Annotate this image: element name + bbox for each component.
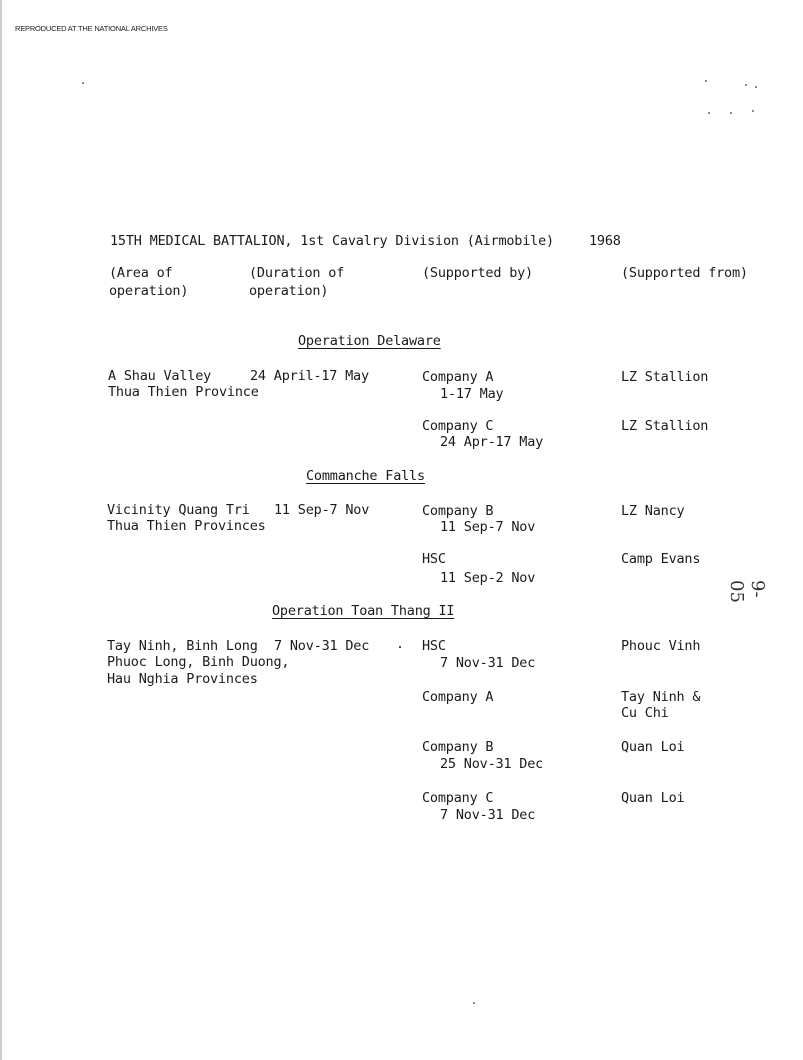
unit-name: Company C	[422, 418, 494, 434]
scan-speck	[705, 80, 707, 82]
scan-speck	[752, 110, 754, 112]
archive-stamp: REPRODUCED AT THE NATIONAL ARCHIVES	[15, 24, 168, 33]
operation-heading: Operation Delaware	[298, 333, 441, 349]
area-line: A Shau Valley	[108, 368, 212, 384]
header-area-line2: operation)	[109, 283, 189, 299]
supported-from-location: Quan Loi	[621, 790, 685, 806]
area-line: Hau Nghia Provinces	[107, 671, 258, 687]
unit-name: Company A	[422, 369, 494, 385]
operation-heading: Commanche Falls	[306, 468, 425, 484]
scan-speck	[730, 112, 732, 114]
header-supported-from: (Supported from)	[621, 265, 748, 281]
unit-dates: 24 Apr-17 May	[440, 434, 544, 450]
supported-from-location: Tay Ninh &	[621, 689, 701, 705]
document-year: 1968	[589, 233, 621, 249]
scan-speck	[82, 82, 84, 84]
supported-from-location: LZ Stallion	[621, 418, 709, 434]
unit-name: Company A	[422, 689, 494, 705]
header-duration-line2: operation)	[249, 283, 329, 299]
unit-dates: 11 Sep-7 Nov	[440, 519, 536, 535]
unit-dates: 7 Nov-31 Dec	[440, 655, 536, 671]
operation-duration: 24 April-17 May	[250, 368, 369, 384]
unit-dates: 1-17 May	[440, 386, 504, 402]
scan-speck	[755, 86, 757, 88]
supported-from-location: LZ Nancy	[621, 503, 685, 519]
header-area-line1: (Area of	[109, 265, 173, 281]
area-line: Thua Thien Provinces	[107, 518, 266, 534]
unit-name: HSC	[422, 551, 446, 567]
scan-speck	[473, 1002, 475, 1004]
handwritten-margin-note: 9-05	[726, 580, 768, 603]
operation-duration: 7 Nov-31 Dec	[274, 638, 370, 654]
scan-edge	[0, 0, 2, 1060]
scan-speck	[399, 646, 401, 648]
unit-dates: 25 Nov-31 Dec	[440, 756, 544, 772]
area-line: Phuoc Long, Binh Duong,	[107, 654, 290, 670]
operation-heading: Operation Toan Thang II	[272, 603, 455, 619]
supported-from-location: LZ Stallion	[621, 369, 709, 385]
area-line: Vicinity Quang Tri	[107, 502, 250, 518]
supported-from-location: Cu Chi	[621, 705, 669, 721]
unit-dates: 7 Nov-31 Dec	[440, 807, 536, 823]
unit-dates: 11 Sep-2 Nov	[440, 570, 536, 586]
supported-from-location: Phouc Vinh	[621, 638, 701, 654]
scan-speck	[708, 112, 710, 114]
operation-duration: 11 Sep-7 Nov	[274, 502, 370, 518]
unit-name: HSC	[422, 638, 446, 654]
unit-name: Company C	[422, 790, 494, 806]
header-duration-line1: (Duration of	[249, 265, 345, 281]
unit-name: Company B	[422, 739, 494, 755]
unit-name: Company B	[422, 503, 494, 519]
scan-speck	[745, 84, 747, 86]
supported-from-location: Camp Evans	[621, 551, 701, 567]
area-line: Tay Ninh, Binh Long	[107, 638, 258, 654]
document-title: 15TH MEDICAL BATTALION, 1st Cavalry Division (Airmobile)	[110, 233, 554, 249]
supported-from-location: Quan Loi	[621, 739, 685, 755]
area-line: Thua Thien Province	[108, 384, 259, 400]
header-supported-by: (Supported by)	[422, 265, 533, 281]
